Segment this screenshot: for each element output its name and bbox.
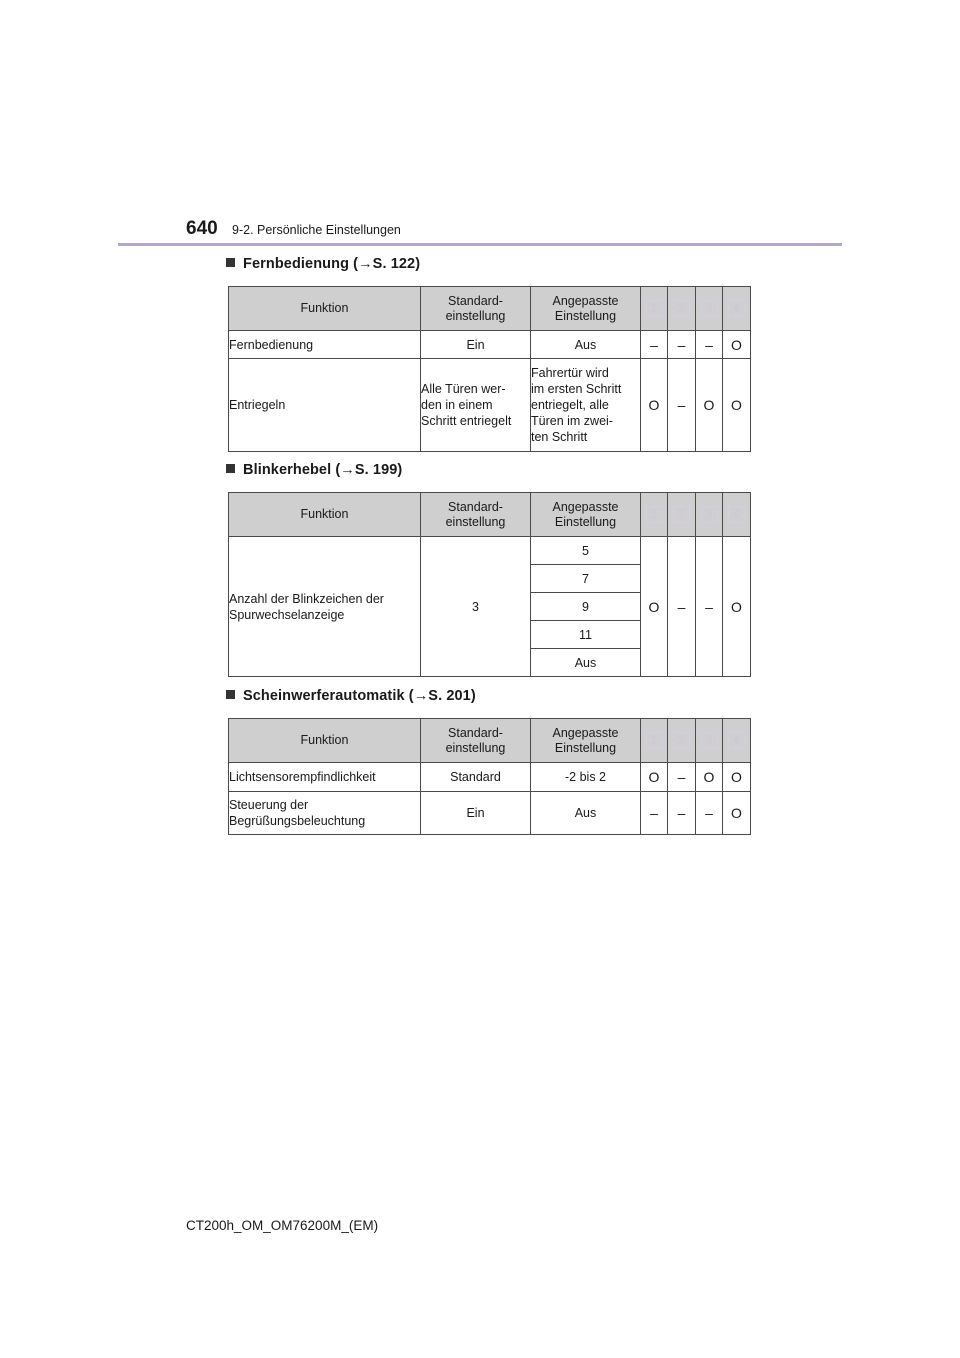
number-badge-2: 2 xyxy=(673,300,690,317)
section-heading-headlights xyxy=(226,688,476,704)
function-cell: Entriegeln xyxy=(229,359,421,452)
mark-cell-2: – xyxy=(668,331,696,359)
number-badge-3: 3 xyxy=(701,506,718,523)
function-cell: Anzahl der Blinkzeichen der Spurwechselanzeige xyxy=(229,537,421,677)
mark-cell-4: O xyxy=(723,331,751,359)
chapter-title: 9-2. Persönliche Einstellungen xyxy=(232,223,401,237)
mark-cell-4: O xyxy=(723,763,751,792)
custom-cell: Fahrertür wird im ersten Schritt entriegelt, alle Türen im zwei- ten Schritt xyxy=(531,359,641,452)
mark-cell-1: – xyxy=(641,792,668,835)
mark-cell-3: – xyxy=(696,792,723,835)
column-header-function: Funktion xyxy=(229,493,421,537)
number-badge-2: 2 xyxy=(673,506,690,523)
column-header-default: Standard- einstellung xyxy=(421,719,531,763)
mark-cell-3: – xyxy=(696,331,723,359)
custom-cell: Aus xyxy=(531,792,641,835)
table-row xyxy=(229,537,751,565)
number-badge-1: 1 xyxy=(646,506,663,523)
column-header-1 xyxy=(641,287,668,331)
default-cell: Standard xyxy=(421,763,531,792)
mark-cell-4: O xyxy=(723,537,751,677)
table-row xyxy=(229,359,751,452)
table-header-row xyxy=(229,493,751,537)
column-header-custom: Angepasste Einstellung xyxy=(531,719,641,763)
column-header-2 xyxy=(668,719,696,763)
remote-settings-table xyxy=(228,286,751,452)
mark-cell-1: – xyxy=(641,331,668,359)
mark-cell-2: – xyxy=(668,763,696,792)
default-cell: Ein xyxy=(421,792,531,835)
column-header-2 xyxy=(668,287,696,331)
number-badge-4: 4 xyxy=(728,506,745,523)
section-heading-text: Fernbedienung (→S. 122) xyxy=(243,256,421,272)
table-header-row xyxy=(229,719,751,763)
header-rule xyxy=(118,243,842,246)
column-header-1 xyxy=(641,493,668,537)
headlight-settings-table xyxy=(228,718,751,835)
table-row xyxy=(229,763,751,792)
number-badge-3: 3 xyxy=(701,732,718,749)
square-bullet-icon xyxy=(226,690,235,699)
custom-option-cell: 5 xyxy=(531,537,641,565)
column-header-4 xyxy=(723,719,751,763)
custom-option-cell: 7 xyxy=(531,565,641,593)
function-cell: Fernbedienung xyxy=(229,331,421,359)
mark-cell-3: O xyxy=(696,763,723,792)
page-number: 640 xyxy=(186,218,218,239)
mark-cell-2: – xyxy=(668,359,696,452)
column-header-3 xyxy=(696,719,723,763)
custom-option-cell: 9 xyxy=(531,593,641,621)
number-badge-3: 3 xyxy=(701,300,718,317)
column-header-3 xyxy=(696,287,723,331)
mark-cell-2: – xyxy=(668,537,696,677)
column-header-2 xyxy=(668,493,696,537)
number-badge-4: 4 xyxy=(728,732,745,749)
mark-cell-3: – xyxy=(696,537,723,677)
custom-option-cell: 11 xyxy=(531,621,641,649)
column-header-4 xyxy=(723,287,751,331)
mark-cell-1: O xyxy=(641,537,668,677)
function-cell: Lichtsensorempfindlichkeit xyxy=(229,763,421,792)
section-heading-text: Scheinwerferautomatik (→S. 201) xyxy=(243,688,476,704)
default-cell: Alle Türen wer- den in einem Schritt entriegelt xyxy=(421,359,531,452)
turn-signal-settings-table xyxy=(228,492,751,677)
column-header-4 xyxy=(723,493,751,537)
custom-cell: Aus xyxy=(531,331,641,359)
mark-cell-1: O xyxy=(641,763,668,792)
table-row xyxy=(229,331,751,359)
section-heading-remote xyxy=(226,256,420,272)
number-badge-1: 1 xyxy=(646,732,663,749)
number-badge-4: 4 xyxy=(728,300,745,317)
table-row xyxy=(229,792,751,835)
mark-cell-4: O xyxy=(723,792,751,835)
table-header-row xyxy=(229,287,751,331)
square-bullet-icon xyxy=(226,464,235,473)
mark-cell-3: O xyxy=(696,359,723,452)
custom-option-cell: Aus xyxy=(531,649,641,677)
section-heading-turn-signal xyxy=(226,462,402,478)
square-bullet-icon xyxy=(226,258,235,267)
mark-cell-4: O xyxy=(723,359,751,452)
column-header-custom: Angepasste Einstellung xyxy=(531,493,641,537)
column-header-function: Funktion xyxy=(229,719,421,763)
default-cell: 3 xyxy=(421,537,531,677)
column-header-custom: Angepasste Einstellung xyxy=(531,287,641,331)
custom-cell: -2 bis 2 xyxy=(531,763,641,792)
column-header-3 xyxy=(696,493,723,537)
section-heading-text: Blinkerhebel (→S. 199) xyxy=(243,462,403,478)
number-badge-2: 2 xyxy=(673,732,690,749)
function-cell: Steuerung der Begrüßungsbeleuchtung xyxy=(229,792,421,835)
mark-cell-1: O xyxy=(641,359,668,452)
footer-document-code: CT200h_OM_OM76200M_(EM) xyxy=(186,1218,379,1233)
number-badge-1: 1 xyxy=(646,300,663,317)
column-header-1 xyxy=(641,719,668,763)
column-header-function: Funktion xyxy=(229,287,421,331)
default-cell: Ein xyxy=(421,331,531,359)
column-header-default: Standard- einstellung xyxy=(421,287,531,331)
mark-cell-2: – xyxy=(668,792,696,835)
column-header-default: Standard- einstellung xyxy=(421,493,531,537)
